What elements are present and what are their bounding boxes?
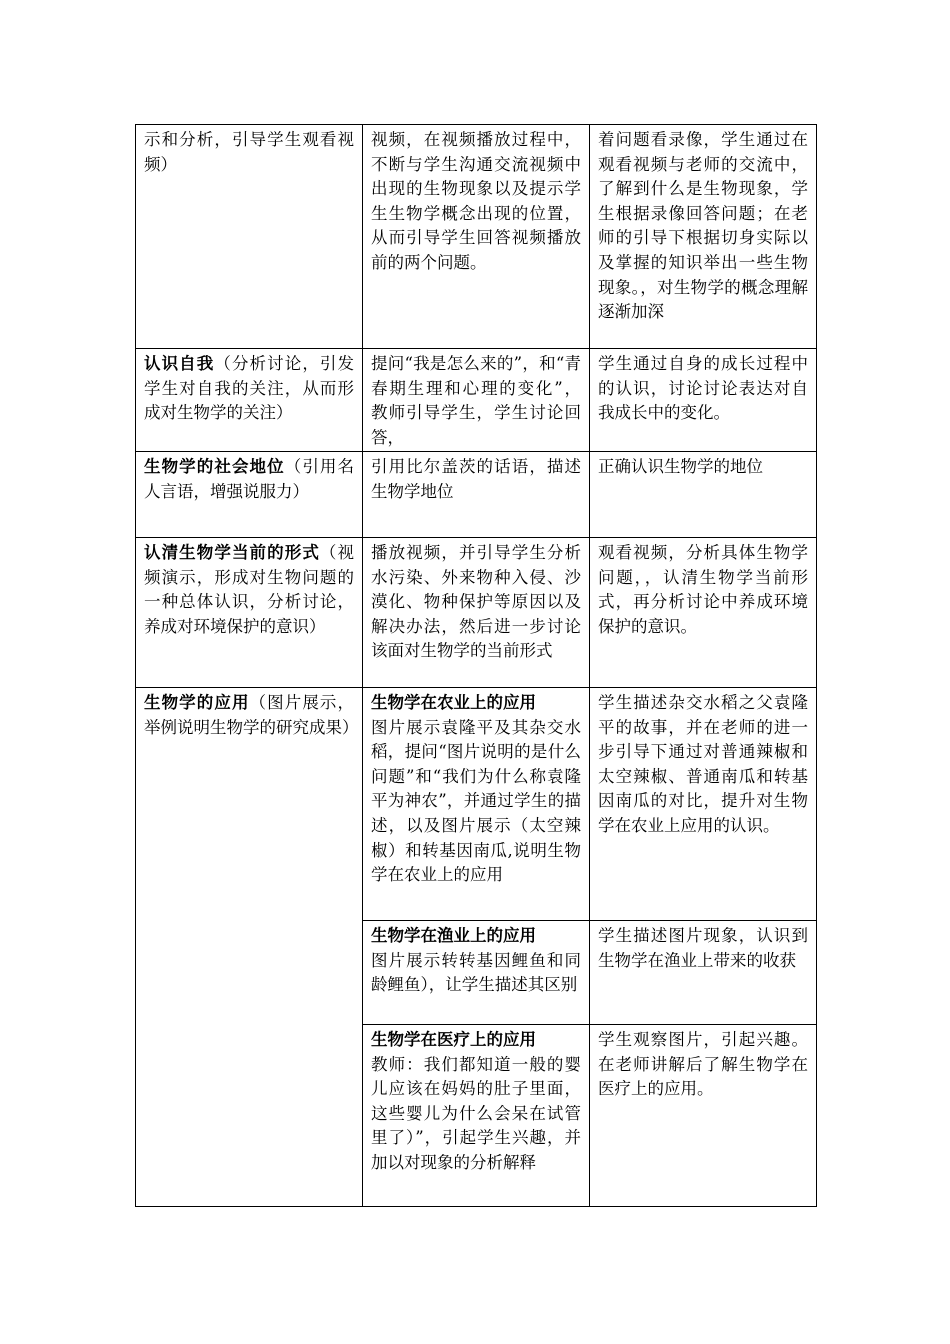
student-cell: 着问题看录像，学生通过在观看视频与老师的交流中，了解到什么是生物现象，学生根据录像回答问题；在老师的引导下根据切身实际以及掌握的知识举出一些生物现象。，对生物学的概念理解逐渐加深: [590, 125, 817, 349]
activity-cell: 认清生物学当前的形式（视频演示，形成对生物问题的一种总体认识，分析讨论，养成对环境保护的意识）: [136, 538, 363, 688]
teacher-cell: 播放视频，并引导学生分析水污染、外来物种入侵、沙漠化、物种保护等原因以及解决办法，然后进一步讨论该面对生物学的当前形式: [363, 538, 590, 688]
activity-cell: 生物学的社会地位（引用名人言语，增强说服力）: [136, 452, 363, 538]
table-row: [136, 125, 817, 349]
activity-cell: 认识自我（分析讨论，引发学生对自我的关注，从而形成对生物学的关注）: [136, 349, 363, 452]
teacher-cell: 生物学在农业上的应用 图片展示袁隆平及其杂交水稻，提问“图片说明的是什么问题”和“我们为什么称袁隆平为神农”，并通过学生的描述，以及图片展示（太空辣椒）和转基因南瓜,说明生物学在农业上的应用: [363, 688, 590, 921]
activity-title: 生物学的社会地位: [144, 457, 285, 476]
teacher-cell: 生物学在渔业上的应用 图片展示转转基因鲤鱼和同龄鲤鱼），让学生描述其区别: [363, 921, 590, 1025]
student-cell: 学生观察图片，引起兴趣。在老师讲解后了解生物学在医疗上的应用。: [590, 1025, 817, 1207]
student-cell: 学生通过自身的成长过程中的认识，讨论讨论表达对自我成长中的变化。: [590, 349, 817, 452]
student-cell: 学生描述图片现象，认识到生物学在渔业上带来的收获: [590, 921, 817, 1025]
activity-title: 认清生物学当前的形式: [144, 543, 320, 562]
table-row: [136, 538, 817, 688]
table-row: [136, 688, 817, 921]
teacher-cell: 提问“我是怎么来的”，和“青春期生理和心理的变化”， 教师引导学生，学生讨论回答，: [363, 349, 590, 452]
subsection-title: 生物学在医疗上的应用: [371, 1030, 536, 1049]
activity-title: 认识自我: [144, 354, 215, 373]
student-cell: 观看视频，分析具体生物学问题，，认清生物学当前形式，再分析讨论中养成环境保护的意识。: [590, 538, 817, 688]
subsection-title: 生物学在渔业上的应用: [371, 926, 536, 945]
activity-title: 生物学的应用: [144, 693, 250, 712]
lesson-plan-table: [135, 124, 817, 1207]
table-row: [136, 452, 817, 538]
teacher-cell: 视频，在视频播放过程中，不断与学生沟通交流视频中出现的生物现象以及提示学生生物学概念出现的位置，从而引导学生回答视频播放前的两个问题。: [363, 125, 590, 349]
teacher-cell: 引用比尔盖茨的话语，描述生物学地位: [363, 452, 590, 538]
subsection-title: 生物学在农业上的应用: [371, 693, 536, 712]
teacher-cell: 生物学在医疗上的应用 教师：我们都知道一般的婴儿应该在妈妈的肚子里面，这些婴儿为什么会呆在试管里了）”，引起学生兴趣，并加以对现象的分析解释: [363, 1025, 590, 1207]
activity-cell: 生物学的应用（图片展示，举例说明生物学的研究成果）: [136, 688, 363, 1207]
student-cell: 学生描述杂交水稻之父袁隆平的故事，并在老师的进一步引导下通过对普通辣椒和太空辣椒、普通南瓜和转基因南瓜的对比，提升对生物学在农业上应用的认识。: [590, 688, 817, 921]
student-cell: 正确认识生物学的地位: [590, 452, 817, 538]
table-row: [136, 349, 817, 452]
activity-cell: 示和分析，引导学生观看视频）: [136, 125, 363, 349]
